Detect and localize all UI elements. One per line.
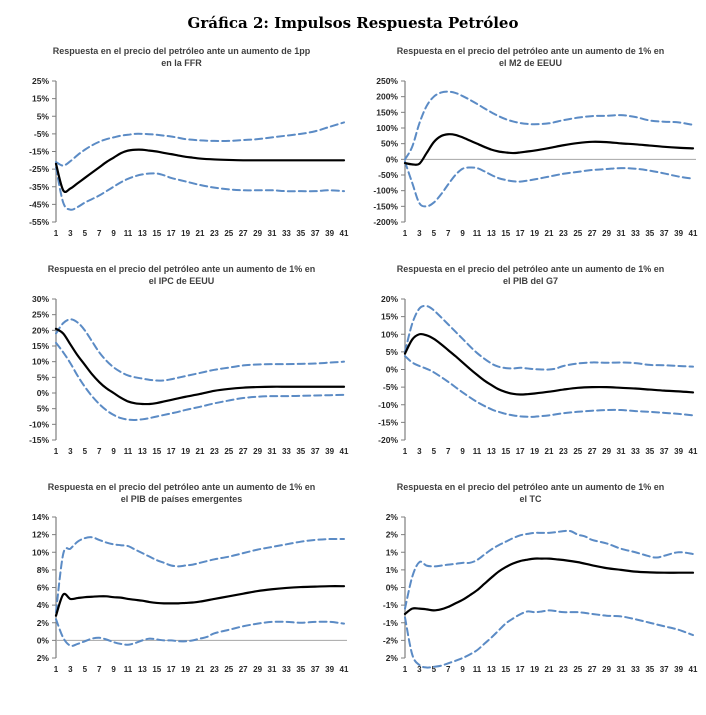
svg-text:20%: 20% (380, 294, 398, 304)
svg-text:27: 27 (238, 447, 248, 456)
svg-text:29: 29 (602, 229, 612, 238)
impulse-response-line (405, 559, 693, 614)
svg-text:25: 25 (224, 447, 234, 456)
svg-text:-10%: -10% (29, 419, 49, 430)
svg-text:13: 13 (486, 665, 496, 674)
svg-text:20%: 20% (31, 325, 49, 336)
chart-cell-tc (363, 482, 698, 688)
svg-text:29: 29 (602, 665, 612, 674)
svg-text:30%: 30% (31, 294, 49, 304)
svg-text:39: 39 (325, 229, 335, 238)
svg-text:15%: 15% (31, 93, 49, 104)
svg-text:7: 7 (445, 665, 451, 674)
svg-text:35: 35 (645, 665, 655, 674)
svg-text:27: 27 (238, 665, 248, 674)
svg-text:29: 29 (253, 665, 263, 674)
svg-text:10%: 10% (380, 329, 398, 340)
svg-text:33: 33 (281, 229, 291, 238)
impulse-response-line (56, 586, 344, 616)
svg-text:25: 25 (224, 665, 234, 674)
chart-title-line2: el PIB del G7 (502, 275, 559, 286)
svg-text:13: 13 (137, 447, 147, 456)
svg-text:11: 11 (123, 229, 133, 238)
svg-text:39: 39 (674, 229, 684, 238)
svg-text:35: 35 (645, 447, 655, 456)
svg-text:25%: 25% (31, 309, 49, 320)
svg-text:11: 11 (123, 447, 133, 456)
chart-title-line1: Respuesta en el precio del petróleo ante un aumento de 1pp (52, 46, 311, 56)
svg-text:5: 5 (82, 229, 88, 238)
svg-text:9: 9 (111, 447, 116, 456)
svg-text:25%: 25% (31, 76, 49, 86)
svg-text:-50%: -50% (378, 170, 398, 180)
lower-band-line (56, 167, 344, 209)
svg-text:9: 9 (460, 229, 465, 238)
svg-text:10%: 10% (31, 547, 49, 558)
svg-text:-55%: -55% (29, 217, 49, 227)
svg-text:41: 41 (339, 447, 349, 456)
svg-text:35: 35 (296, 665, 306, 674)
svg-text:17: 17 (515, 229, 525, 238)
svg-text:33: 33 (281, 447, 291, 456)
svg-text:4%: 4% (36, 600, 49, 611)
svg-text:-20%: -20% (378, 435, 398, 445)
svg-text:5: 5 (431, 665, 437, 674)
svg-text:31: 31 (267, 447, 277, 456)
svg-text:13: 13 (137, 665, 147, 674)
chart-cell-ffr (14, 46, 349, 252)
svg-text:15%: 15% (380, 311, 398, 322)
svg-text:-100%: -100% (373, 185, 398, 196)
svg-text:-200%: -200% (373, 217, 398, 227)
svg-text:15: 15 (152, 665, 162, 674)
svg-text:21: 21 (544, 665, 554, 674)
chart-title-line1: Respuesta en el precio del petróleo ante un aumento de 1% en (47, 482, 316, 492)
svg-text:21: 21 (544, 229, 554, 238)
svg-text:19: 19 (530, 229, 540, 238)
svg-text:31: 31 (616, 229, 626, 238)
charts-grid (0, 46, 706, 688)
svg-text:15: 15 (152, 447, 162, 456)
svg-text:25: 25 (573, 665, 583, 674)
svg-text:21: 21 (544, 447, 554, 456)
svg-text:2%: 2% (36, 653, 49, 663)
svg-text:15%: 15% (31, 341, 49, 351)
svg-text:23: 23 (558, 447, 568, 456)
svg-text:33: 33 (630, 447, 640, 456)
svg-text:0%: 0% (385, 364, 398, 375)
lower-band-line (405, 610, 693, 667)
svg-text:-25%: -25% (29, 164, 49, 175)
svg-text:31: 31 (616, 447, 626, 456)
svg-text:-2%: -2% (382, 635, 398, 646)
chart-title-line1: Respuesta en el precio del petróleo ante un aumento de 1% en (396, 264, 665, 274)
svg-text:3: 3 (68, 447, 73, 456)
svg-text:-15%: -15% (378, 417, 398, 428)
chart-plot-ffr (14, 74, 349, 252)
chart-plot-m2-eeuu (363, 74, 698, 252)
svg-text:10%: 10% (31, 356, 49, 367)
chart-title-tc (363, 482, 698, 508)
svg-text:37: 37 (659, 229, 669, 238)
impulse-response-line (405, 134, 693, 165)
svg-text:19: 19 (181, 447, 191, 456)
svg-text:-45%: -45% (29, 199, 49, 210)
chart-title-pib-g7 (363, 264, 698, 290)
svg-text:3: 3 (68, 665, 73, 674)
svg-text:5%: 5% (36, 111, 49, 122)
svg-text:13: 13 (486, 447, 496, 456)
chart-title-m2-eeuu (363, 46, 698, 72)
svg-text:7: 7 (96, 229, 102, 238)
svg-text:17: 17 (515, 447, 525, 456)
svg-text:50%: 50% (380, 138, 398, 149)
svg-text:0%: 0% (36, 635, 49, 646)
svg-text:15: 15 (152, 229, 162, 238)
chart-plot-pib-emergentes (14, 510, 349, 688)
svg-text:0%: 0% (36, 388, 49, 398)
svg-text:39: 39 (325, 665, 335, 674)
svg-text:39: 39 (674, 447, 684, 456)
chart-title-line2: el M2 de EEUU (498, 57, 563, 68)
svg-text:27: 27 (587, 229, 597, 238)
svg-text:5%: 5% (36, 403, 49, 414)
chart-title-ffr (14, 46, 349, 72)
svg-text:21: 21 (195, 229, 205, 238)
chart-title-ipc-eeuu (14, 264, 349, 290)
svg-text:11: 11 (472, 229, 482, 238)
svg-text:-5%: -5% (33, 128, 49, 139)
svg-text:15: 15 (501, 229, 511, 238)
svg-text:13: 13 (137, 229, 147, 238)
svg-text:19: 19 (181, 665, 191, 674)
svg-text:2%: 2% (385, 653, 398, 663)
svg-text:7: 7 (445, 229, 451, 238)
svg-text:7: 7 (96, 665, 102, 674)
svg-text:11: 11 (472, 665, 482, 674)
svg-text:23: 23 (209, 665, 219, 674)
svg-text:2%: 2% (385, 529, 398, 540)
svg-text:17: 17 (166, 665, 176, 674)
svg-text:35: 35 (645, 229, 655, 238)
svg-text:29: 29 (253, 229, 263, 238)
svg-text:-1%: -1% (382, 617, 398, 628)
svg-text:11: 11 (123, 665, 133, 674)
svg-text:19: 19 (181, 229, 191, 238)
svg-text:25: 25 (573, 229, 583, 238)
svg-text:33: 33 (630, 229, 640, 238)
svg-text:23: 23 (209, 447, 219, 456)
lower-band-line (56, 619, 344, 646)
svg-text:2%: 2% (385, 512, 398, 522)
svg-text:14%: 14% (31, 512, 49, 522)
svg-text:13: 13 (486, 229, 496, 238)
svg-text:7: 7 (96, 447, 102, 456)
chart-plot-ipc-eeuu (14, 292, 349, 470)
svg-text:25: 25 (224, 229, 234, 238)
svg-text:21: 21 (195, 447, 205, 456)
svg-text:37: 37 (659, 447, 669, 456)
svg-text:2%: 2% (36, 617, 49, 628)
chart-title-line1: Respuesta en el precio del petróleo ante un aumento de 1% en (47, 264, 316, 274)
svg-text:0%: 0% (385, 154, 398, 165)
svg-text:9: 9 (111, 229, 116, 238)
chart-title-line2: en la FFR (161, 57, 202, 68)
chart-title-line1: Respuesta en el precio del petróleo ante un aumento de 1% en (396, 46, 665, 56)
svg-text:5: 5 (431, 447, 437, 456)
svg-text:37: 37 (310, 447, 320, 456)
chart-title-pib-emergentes (14, 482, 349, 508)
svg-text:29: 29 (253, 447, 263, 456)
svg-text:25: 25 (573, 447, 583, 456)
svg-text:7: 7 (445, 447, 451, 456)
svg-text:17: 17 (515, 665, 525, 674)
svg-text:23: 23 (558, 665, 568, 674)
svg-text:27: 27 (587, 665, 597, 674)
svg-text:5: 5 (82, 447, 88, 456)
svg-text:6%: 6% (36, 582, 49, 593)
svg-text:5: 5 (82, 665, 88, 674)
svg-text:-35%: -35% (29, 181, 49, 192)
svg-text:33: 33 (630, 665, 640, 674)
svg-text:23: 23 (558, 229, 568, 238)
svg-text:31: 31 (267, 229, 277, 238)
upper-band-line (56, 319, 344, 380)
svg-text:3: 3 (417, 229, 422, 238)
svg-text:3: 3 (68, 229, 73, 238)
svg-text:41: 41 (688, 229, 698, 238)
svg-text:17: 17 (166, 229, 176, 238)
svg-text:27: 27 (238, 229, 248, 238)
impulse-response-line (56, 329, 344, 404)
chart-title-line2: el PIB de países emergentes (120, 493, 243, 504)
chart-plot-pib-g7 (363, 292, 698, 470)
svg-text:9: 9 (460, 447, 465, 456)
svg-text:41: 41 (688, 447, 698, 456)
svg-text:19: 19 (530, 447, 540, 456)
svg-text:37: 37 (310, 665, 320, 674)
svg-text:8%: 8% (36, 564, 49, 575)
figure-title: Gráfica 2: Impulsos Respuesta Petróleo (187, 14, 519, 32)
svg-text:23: 23 (209, 229, 219, 238)
svg-text:5%: 5% (36, 372, 49, 383)
svg-text:11: 11 (472, 447, 482, 456)
svg-text:9: 9 (111, 665, 116, 674)
svg-text:33: 33 (281, 665, 291, 674)
upper-band-line (405, 306, 693, 370)
svg-text:39: 39 (674, 665, 684, 674)
svg-text:17: 17 (166, 447, 176, 456)
svg-text:1: 1 (402, 229, 408, 238)
chart-cell-pib-emergentes (14, 482, 349, 688)
svg-text:35: 35 (296, 447, 306, 456)
svg-text:3: 3 (417, 665, 422, 674)
svg-text:27: 27 (587, 447, 597, 456)
chart-title-line2: el IPC de EEUU (148, 275, 215, 286)
svg-text:15: 15 (501, 447, 511, 456)
svg-text:1%: 1% (385, 547, 398, 558)
svg-text:12%: 12% (31, 529, 49, 540)
chart-cell-pib-g7 (363, 264, 698, 470)
svg-text:1: 1 (53, 229, 59, 238)
chart-cell-m2-eeuu (363, 46, 698, 252)
svg-text:5: 5 (431, 229, 437, 238)
svg-text:35: 35 (296, 229, 306, 238)
svg-text:41: 41 (339, 665, 349, 674)
svg-text:1%: 1% (385, 564, 398, 575)
svg-text:37: 37 (659, 665, 669, 674)
chart-title-line1: Respuesta en el precio del petróleo ante un aumento de 1% en (396, 482, 665, 492)
svg-text:37: 37 (310, 229, 320, 238)
svg-text:-150%: -150% (373, 201, 398, 212)
upper-band-line (405, 92, 693, 160)
svg-text:1: 1 (53, 447, 59, 456)
svg-text:150%: 150% (376, 107, 398, 118)
svg-text:200%: 200% (376, 91, 398, 102)
svg-text:29: 29 (602, 447, 612, 456)
svg-text:-5%: -5% (382, 382, 398, 393)
upper-band-line (405, 531, 693, 609)
svg-text:15: 15 (501, 665, 511, 674)
svg-text:41: 41 (339, 229, 349, 238)
svg-text:0%: 0% (385, 582, 398, 593)
svg-text:9: 9 (460, 665, 465, 674)
svg-text:41: 41 (688, 665, 698, 674)
svg-text:-10%: -10% (378, 399, 398, 410)
svg-text:250%: 250% (376, 76, 398, 86)
svg-text:3: 3 (417, 447, 422, 456)
lower-band-line (405, 162, 693, 207)
chart-title-line2: el TC (519, 493, 542, 504)
chart-plot-tc (363, 510, 698, 688)
svg-text:1: 1 (402, 665, 408, 674)
svg-text:-15%: -15% (29, 146, 49, 157)
svg-text:100%: 100% (376, 123, 398, 133)
svg-text:-15%: -15% (29, 435, 49, 445)
svg-text:31: 31 (616, 665, 626, 674)
svg-text:19: 19 (530, 665, 540, 674)
svg-text:31: 31 (267, 665, 277, 674)
chart-cell-ipc-eeuu (14, 264, 349, 470)
svg-text:-1%: -1% (382, 600, 398, 611)
svg-text:5%: 5% (385, 346, 398, 357)
svg-text:39: 39 (325, 447, 335, 456)
svg-text:1: 1 (53, 665, 59, 674)
svg-text:21: 21 (195, 665, 205, 674)
svg-text:1: 1 (402, 447, 408, 456)
